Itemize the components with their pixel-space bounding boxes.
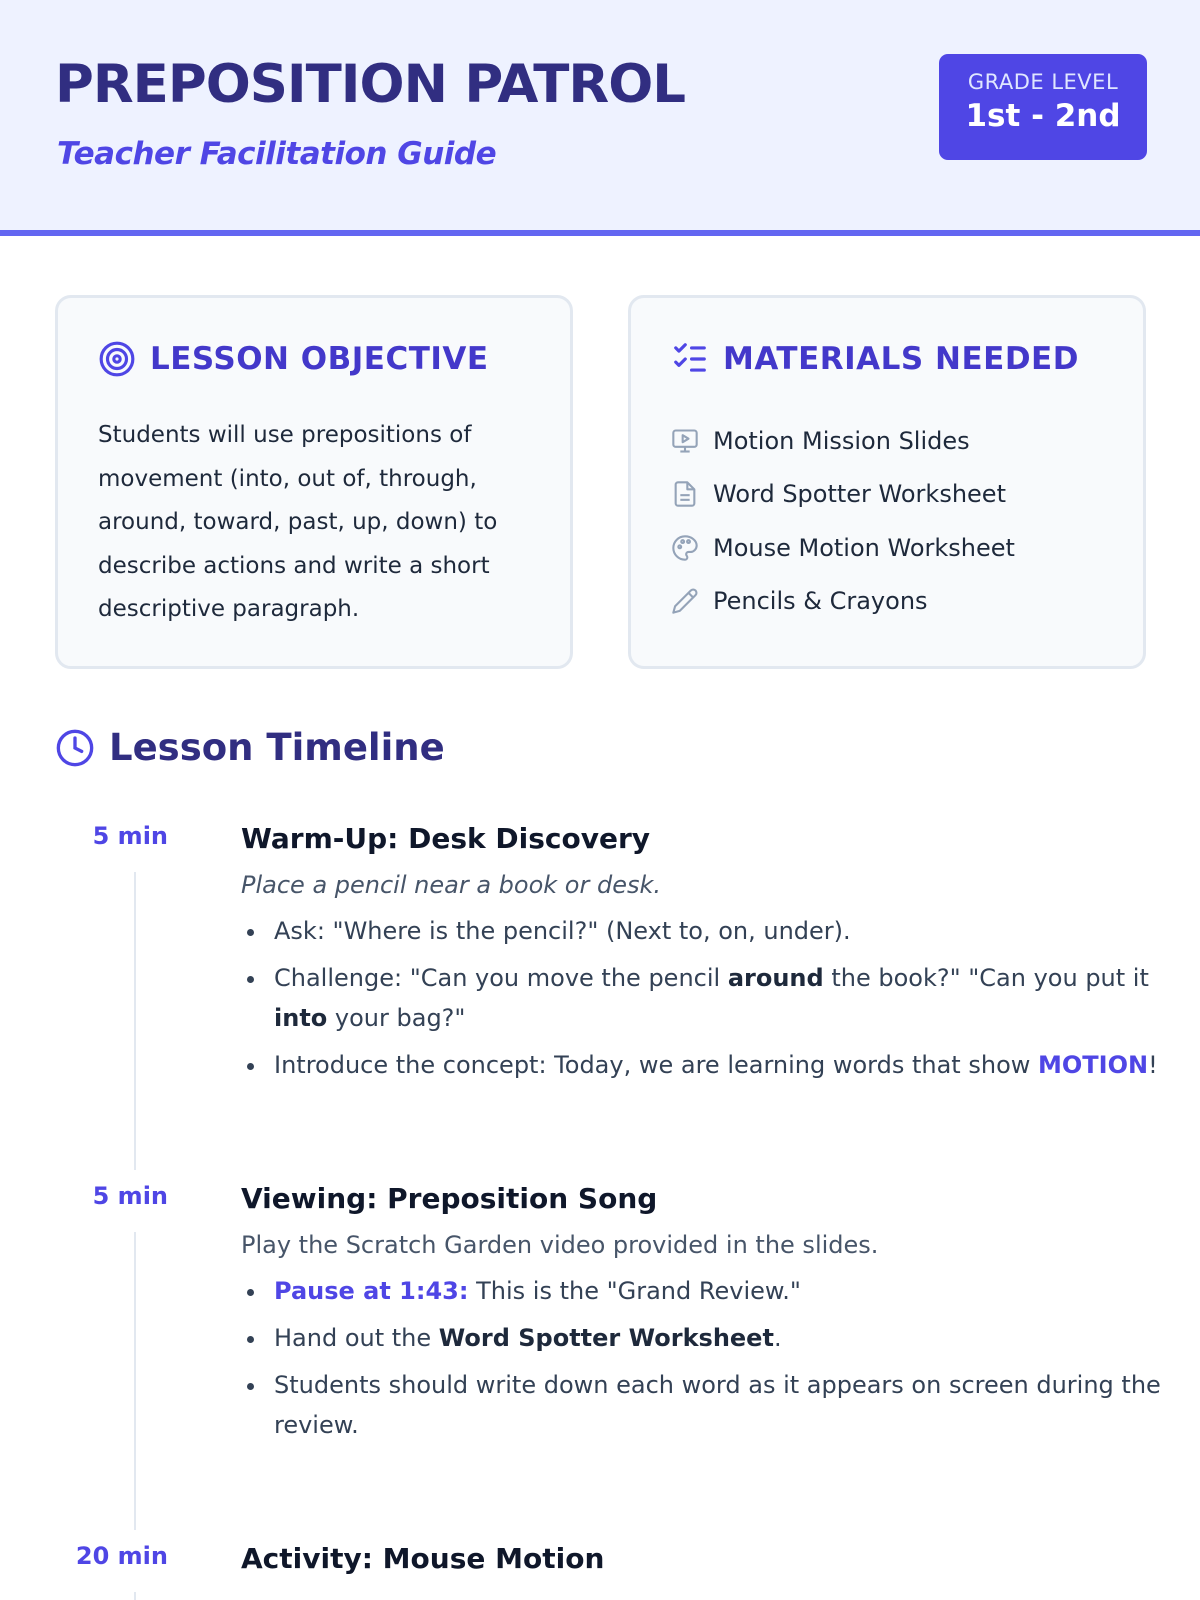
list-item: Students should write down each word as it appears on screen during the review. (241, 1365, 1161, 1445)
step-bullets (241, 911, 1161, 1085)
list-item (671, 575, 1015, 629)
grade-level-value: 1st - 2nd (965, 98, 1121, 134)
list-item: Challenge: "Can you move the pencil around the book?" "Can you put it into your bag?" (241, 958, 1161, 1038)
step-duration: 5 min (92, 1182, 168, 1210)
lesson-objective-heading (98, 340, 489, 378)
timeline-step-activity (241, 1542, 1161, 1575)
material-label: Motion Mission Slides (713, 426, 970, 455)
list-item: Introduce the concept: Today, we are learning words that show MOTION! (241, 1045, 1161, 1085)
step-bullets (241, 1271, 1161, 1445)
grade-level-label: GRADE LEVEL (967, 70, 1119, 94)
pencil-icon (671, 587, 699, 615)
list-item: Ask: "Where is the pencil?" (Next to, on, under). (241, 911, 1161, 951)
palette-icon (671, 534, 699, 562)
lesson-objective-text: Students will use prepositions of movement (into, out of, through, around, toward, past, up, down) to describe actions and write a short descriptive paragraph. (98, 422, 498, 622)
step-description: Play the Scratch Garden video provided in the slides. (241, 1231, 879, 1259)
clock-icon (55, 728, 95, 768)
checklist-icon (671, 340, 709, 378)
timeline-connector (134, 872, 136, 1170)
list-item: Pause at 1:43: This is the "Grand Review." (241, 1271, 1161, 1311)
materials-needed-title: MATERIALS NEEDED (723, 341, 1079, 377)
page-header (0, 0, 1200, 236)
presentation-icon (671, 427, 699, 455)
timeline-step-warm-up (241, 822, 1161, 1092)
lesson-timeline-title: Lesson Timeline (109, 726, 445, 769)
materials-list (671, 414, 1015, 628)
material-label: Word Spotter Worksheet (713, 480, 1006, 509)
page-title: PREPOSITION PATROL (55, 54, 686, 115)
materials-needed-card (628, 295, 1146, 669)
step-title: Viewing: Preposition Song (241, 1182, 658, 1215)
material-label: Mouse Motion Worksheet (713, 533, 1015, 562)
list-item (671, 521, 1015, 575)
document-icon (671, 480, 699, 508)
lesson-objective-card (55, 295, 573, 669)
step-duration: 20 min (75, 1542, 168, 1570)
target-icon (98, 340, 136, 378)
step-duration: 5 min (92, 822, 168, 850)
page-subtitle: Teacher Facilitation Guide (57, 136, 497, 172)
timeline-connector (134, 1592, 136, 1600)
step-title: Activity: Mouse Motion (241, 1542, 605, 1575)
material-label: Pencils & Crayons (713, 587, 928, 616)
timeline-connector (134, 1232, 136, 1530)
lesson-objective-title: LESSON OBJECTIVE (150, 341, 489, 377)
list-item (671, 468, 1015, 522)
step-description: Place a pencil near a book or desk. (241, 871, 661, 899)
list-item (671, 414, 1015, 468)
step-title: Warm-Up: Desk Discovery (241, 822, 651, 855)
grade-level-badge (939, 54, 1147, 160)
list-item: Hand out the Word Spotter Worksheet. (241, 1318, 1161, 1358)
materials-needed-heading (671, 340, 1079, 378)
lesson-timeline-heading (55, 726, 445, 769)
timeline-step-viewing (241, 1182, 1161, 1452)
